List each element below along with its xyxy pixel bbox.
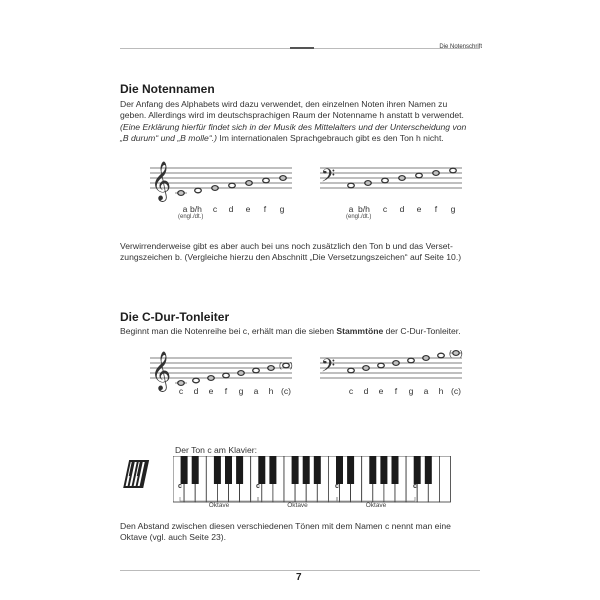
note-label: b/h: [358, 204, 370, 214]
piano-black-key: [392, 456, 399, 484]
c-key-labels: [173, 483, 451, 495]
note-label: e: [208, 386, 214, 396]
piano-black-key: [380, 456, 387, 484]
svg-text:(: (: [279, 361, 282, 370]
text-line: „B durum“ und „B molle“.) Im internationalen Sprachgebrauch gibt es den Ton h nicht.: [120, 133, 444, 144]
svg-text:): ): [460, 349, 463, 358]
note-label: c: [382, 204, 388, 214]
text-line: Verwirrenderweise gibt es aber auch bei uns noch zusätzlich den Ton b und das Verset-: [120, 241, 453, 251]
note-label: d: [193, 386, 199, 396]
piano-black-key: [292, 456, 299, 484]
note-label: a: [348, 204, 354, 214]
piano-black-key: [258, 456, 265, 484]
c-key-label: c: [178, 483, 182, 490]
paragraph-versetzung: [120, 241, 490, 264]
svg-text:(: (: [449, 349, 452, 358]
note-label: f: [263, 204, 267, 214]
piano-black-key: [414, 456, 421, 484]
text-line: Der Anfang des Alphabets wird dazu verwendet, den einzelnen Noten ihren Namen zu: [120, 99, 448, 109]
note-label: g: [408, 386, 414, 396]
footer-rule: [120, 570, 480, 571]
note-label: c: [348, 386, 354, 396]
piano-black-key: [214, 456, 221, 484]
note-label: a: [253, 386, 259, 396]
note-label: f: [224, 386, 228, 396]
piano-black-key: [303, 456, 310, 484]
note-label: d: [228, 204, 234, 214]
note-label: f: [394, 386, 398, 396]
bass-clef-icon: 𝄢: [321, 166, 336, 191]
running-title: Die Notenschrift: [439, 44, 482, 50]
piano-black-key: [314, 456, 321, 484]
note-label: g: [450, 204, 456, 214]
note-label: d: [399, 204, 405, 214]
c-key-label: c: [413, 483, 417, 490]
note-label: a: [182, 204, 188, 214]
staff-lines: [150, 163, 295, 203]
paragraph-notennamen: [120, 99, 490, 145]
text-line: Oktave (vgl. auch Seite 23).: [120, 532, 227, 543]
header-mark: [290, 47, 314, 49]
note-label: e: [378, 386, 384, 396]
piano-black-key: [269, 456, 276, 484]
page-number: 7: [296, 572, 302, 583]
piano-icon: [120, 456, 150, 492]
klavier-caption: Der Ton c am Klavier:: [175, 445, 257, 455]
octave-label: Oktave: [287, 502, 308, 509]
svg-text:): ): [290, 361, 293, 370]
text-line: geben. Allerdings wird im deutschsprachigen Raum der Notenname h anstatt b verwendet.: [120, 110, 464, 121]
staff-lines: [320, 163, 465, 203]
piano-black-key: [425, 456, 432, 484]
note-label: (c): [450, 386, 462, 396]
note-label: h: [268, 386, 274, 396]
note-label: (c): [280, 386, 292, 396]
piano-black-key: [181, 456, 188, 484]
octave-label: Oktave: [365, 502, 387, 509]
paragraph-oktave: [120, 521, 490, 544]
piano-black-key: [236, 456, 243, 484]
piano-black-key: [336, 456, 343, 484]
note-label: c: [212, 204, 218, 214]
octave-label: Oktave: [208, 502, 230, 509]
note-label: e: [245, 204, 251, 214]
note-label: b/h: [190, 204, 202, 214]
text-line: zungszeichen b. (Vergleiche hierzu den Abschnitt „Die Versetzungszeichen“ auf Seite 10.): [120, 252, 462, 263]
piano-black-key: [225, 456, 232, 484]
note-label: f: [434, 204, 438, 214]
section-title-notennamen: Die Notennamen: [120, 82, 215, 96]
engl-dt-note: (engl./dt.): [346, 214, 372, 220]
c-key-label: c: [256, 483, 260, 490]
note-label: g: [238, 386, 244, 396]
c-key-label: c: [335, 483, 339, 490]
note-label: h: [438, 386, 444, 396]
section-title-c-dur: Die C-Dur-Tonleiter: [120, 310, 230, 324]
note-label: g: [279, 204, 285, 214]
note-label: e: [416, 204, 422, 214]
paragraph-c-dur: Beginnt man die Notenreihe bei c, erhält man die sieben Stammtöne der C-Dur-Tonleiter.: [120, 326, 461, 336]
engl-dt-note: (engl./dt.): [178, 214, 204, 220]
piano-black-key: [347, 456, 354, 484]
bass-clef-icon: 𝄢: [321, 356, 336, 381]
note-label: d: [363, 386, 369, 396]
text-line: (Eine Erklärung hierfür findet sich in der Musik des Mittelalters und der Unterscheidung von: [120, 121, 467, 132]
bass-staff-names: [320, 163, 465, 208]
term-stammtoene: Stammtöne: [336, 326, 384, 336]
treble-staff-names: [150, 163, 295, 208]
treble-clef-icon: 𝄞: [151, 351, 172, 391]
note-label: a: [423, 386, 429, 396]
piano-white-key: [439, 456, 450, 502]
text-line: Den Abstand zwischen diesen verschiedenen Tönen mit dem Namen c nennt man eine: [120, 521, 451, 531]
note-label: c: [178, 386, 184, 396]
treble-clef-icon: 𝄞: [151, 161, 172, 201]
piano-black-key: [369, 456, 376, 484]
piano-black-key: [192, 456, 199, 484]
